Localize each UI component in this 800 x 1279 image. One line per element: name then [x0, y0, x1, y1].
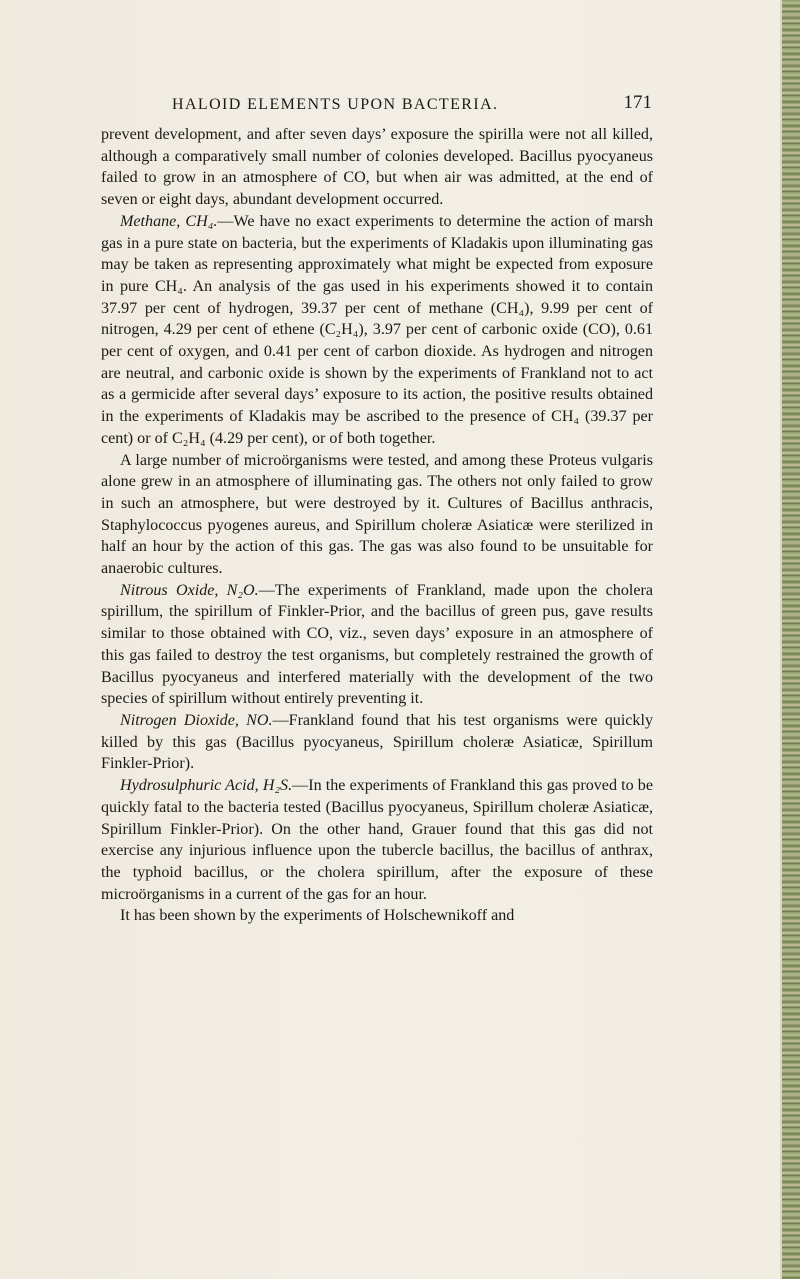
section-lead-nitrogen-dioxide: Nitrogen Dioxide, NO.: [120, 711, 273, 729]
paragraph-nitrous-oxide: Nitrous Oxide, N₂O.—The experiments of Frankland, made upon the cholera spirillum, the spirillum of Finkler-Prior, and the bacillus of green pus, gave results similar to those obtained with CO, viz., seven days’ exposure in an atmosphere of this gas failed to destroy the test organisms, but completely restrained the growth of Bacillus pyocyaneus and interfered materially with the development of the two species of spirillum without entirely preventing it.: [101, 581, 653, 708]
paragraph-nitrogen-dioxide: Nitrogen Dioxide, NO.—Frankland found that his test organisms were quickly killed by this gas (Bacillus pyocyaneus, Spirillum choleræ Asiaticæ, Spirillum Finkler-Prior).: [101, 711, 654, 773]
paragraph-microorganisms: A large number of microörganisms were tested, and among these Proteus vulgaris alone grew in an atmosphere of illuminating gas. The others not only failed to grow in such an atmosphere, but were destroyed by it. Cultures of Bacillus anthracis, Staphylococcus pyogenes aureus, and Spirillum choleræ Asiaticæ were sterilized in half an hour by the action of this gas. The gas was also found to be unsuitable for anaerobic cultures.: [101, 451, 653, 578]
paragraph-hydrosulphuric-acid: Hydrosulphuric Acid, H₂S.—In the experiments of Frankland this gas proved to be quickly fatal to the bacteria tested (Bacillus pyocyaneus, Spirillum choleræ Asiaticæ, Spirillum Finkler-Prior). On the other hand, Grauer found that this gas did not exercise any injurious influence upon the tubercle bacillus, the bacillus of anthrax, the typhoid bacillus, or the cholera spirillum, after the exposure of these microörganisms in a current of the gas for an hour.: [101, 777, 653, 903]
paragraph-continuation: prevent development, and after seven days’ exposure the spirilla were not all killed, although a comparatively small number of colonies developed. Bacillus pyocyaneus failed to grow in an atmosphere of CO, but when air was admitted, at the end of seven or eight days, abundant development occurred.: [101, 126, 653, 209]
page-number: 171: [623, 92, 652, 113]
running-header: [172, 92, 652, 118]
page-edge-strip: [780, 0, 800, 1279]
section-lead-hydrosulphuric-acid: Hydrosulphuric Acid, H₂S.: [120, 777, 293, 795]
section-lead-nitrous-oxide: Nitrous Oxide, N₂O.: [120, 581, 259, 599]
paragraph-holschewnikoff: It has been shown by the experiments of Holschewnikoff and: [120, 907, 515, 925]
body-text: [101, 124, 653, 927]
running-title: HALOID ELEMENTS UPON BACTERIA.: [172, 96, 499, 113]
section-lead-methane: Methane, CH₄.: [120, 212, 218, 230]
paragraph-methane: Methane, CH₄.—We have no exact experiments to determine the action of marsh gas in a pure state on bacteria, but the experiments of Kladakis upon illuminating gas may be taken as representing approximately what might be expected from exposure in pure CH₄. An analysis of the gas used in his experiments showed it to contain 37.97 per cent of hydrogen, 39.37 per cent of methane (CH₄), 9.99 per cent of nitrogen, 4.29 per cent of ethene (C₂H₄), 3.97 per cent of carbonic oxide (CO), 0.61 per cent of oxygen, and 0.41 per cent of carbon dioxide. As hydrogen and nitrogen are neutral, and carbonic oxide is shown by the experiments of Frankland not to act as a germicide after several days’ exposure to its action, the positive results obtained in the experiments of Kladakis may be ascribed to the presence of CH₄ (39.37 per cent) or of C₂H₄ (4.29 per cent), or of both together.: [101, 212, 654, 447]
